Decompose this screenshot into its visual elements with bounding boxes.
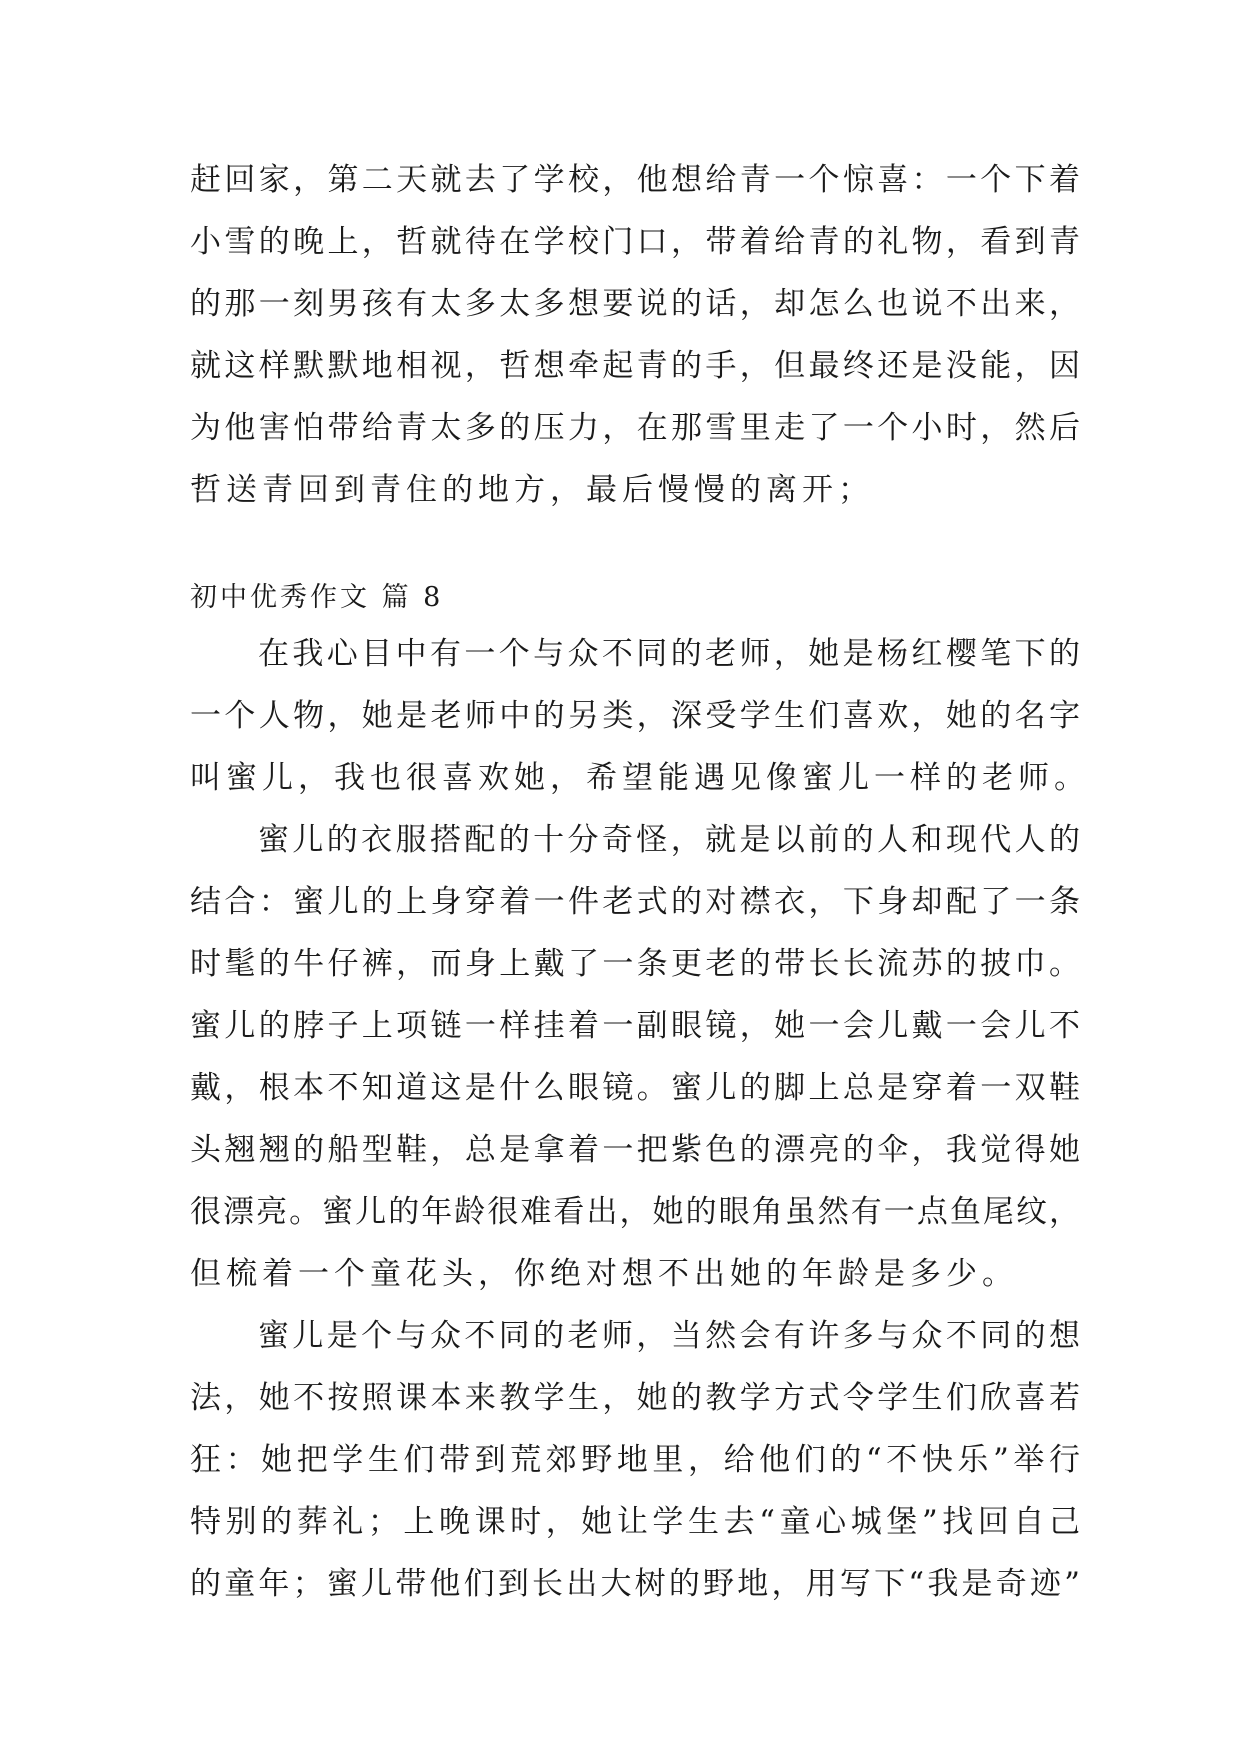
text-line: 为他害怕带给青太多的压力，在那雪里走了一个小时，然后 [190, 410, 1080, 446]
paragraph-line: 蜜儿的衣服搭配的十分奇怪，就是以前的人和现代人的 [258, 822, 1080, 858]
paragraph-line: 狂：她把学生们带到荒郊野地里，给他们的“不快乐”举行 [190, 1442, 1080, 1478]
text-line: 就这样默默地相视，哲想牵起青的手，但最终还是没能，因 [190, 348, 1080, 384]
paragraph-line: 很漂亮。蜜儿的年龄很难看出，她的眼角虽然有一点鱼尾纹， [190, 1194, 1080, 1230]
text-line: 赶回家，第二天就去了学校，他想给青一个惊喜：一个下着 [190, 162, 1080, 198]
paragraph-line: 蜜儿的脖子上项链一样挂着一副眼镜，她一会儿戴一会儿不 [190, 1008, 1080, 1044]
paragraph-line: 蜜儿是个与众不同的老师，当然会有许多与众不同的想 [258, 1318, 1080, 1354]
paragraph-line: 在我心目中有一个与众不同的老师，她是杨红樱笔下的 [258, 636, 1080, 672]
paragraph-line: 但梳着一个童花头，你绝对想不出她的年龄是多少。 [190, 1256, 1018, 1292]
paragraph-line: 头翘翘的船型鞋，总是拿着一把紫色的漂亮的伞，我觉得她 [190, 1132, 1080, 1168]
paragraph-line: 时髦的牛仔裤，而身上戴了一条更老的带长长流苏的披巾。 [190, 946, 1080, 982]
text-line: 哲送青回到青住的地方，最后慢慢的离开； [190, 472, 874, 508]
paragraph-line: 一个人物，她是老师中的另类，深受学生们喜欢，她的名字 [190, 698, 1080, 734]
paragraph-line: 结合：蜜儿的上身穿着一件老式的对襟衣，下身却配了一条 [190, 884, 1080, 920]
paragraph-line: 法，她不按照课本来教学生，她的教学方式令学生们欣喜若 [190, 1380, 1080, 1416]
section-title: 初中优秀作文 篇 8 [190, 582, 444, 613]
paragraph-line: 特别的葬礼；上晚课时，她让学生去“童心城堡”找回自己 [190, 1504, 1080, 1540]
text-line: 的那一刻男孩有太多太多想要说的话，却怎么也说不出来， [190, 286, 1080, 322]
paragraph-line: 叫蜜儿，我也很喜欢她，希望能遇见像蜜儿一样的老师。 [190, 760, 1090, 796]
paragraph-line: 的童年；蜜儿带他们到长出大树的野地，用写下“我是奇迹” [190, 1566, 1080, 1602]
paragraph-line: 戴，根本不知道这是什么眼镜。蜜儿的脚上总是穿着一双鞋 [190, 1070, 1080, 1106]
text-line: 小雪的晚上，哲就待在学校门口，带着给青的礼物，看到青 [190, 224, 1080, 260]
